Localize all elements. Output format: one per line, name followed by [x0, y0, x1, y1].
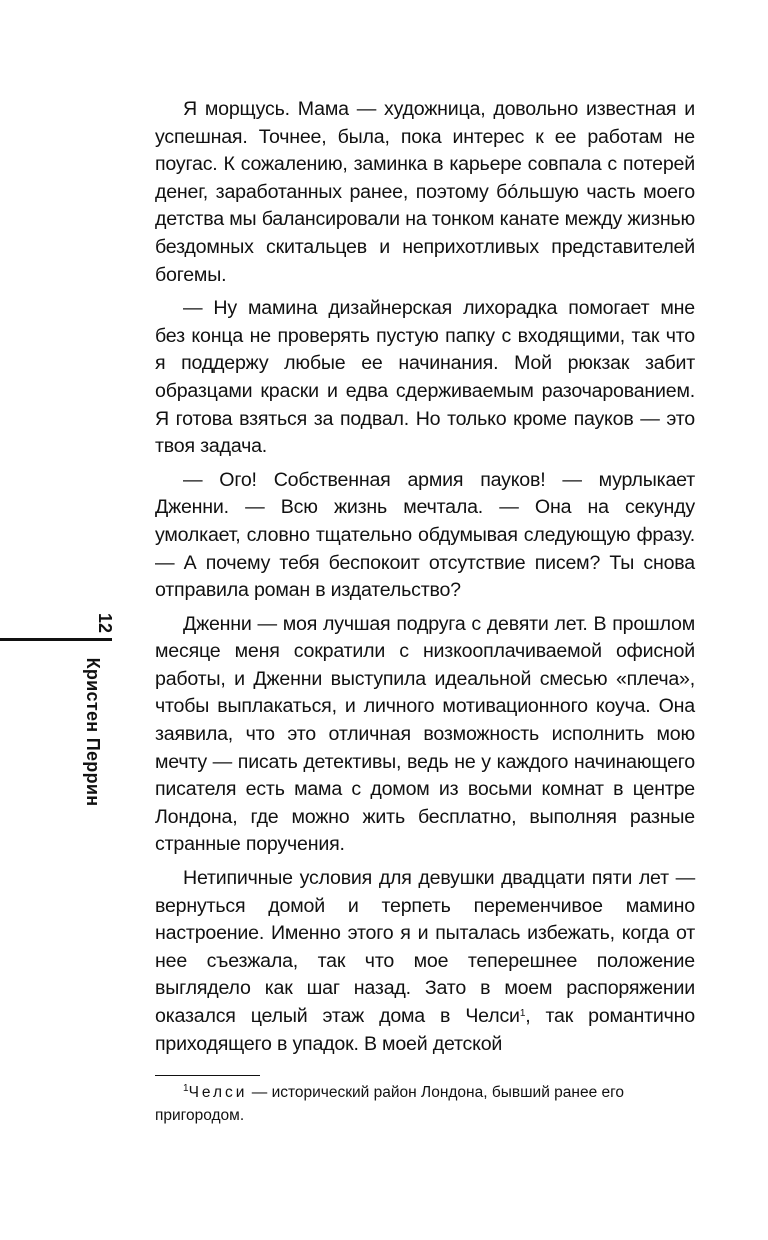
footnote-term: Челси: [188, 1084, 248, 1101]
paragraph: Дженни — моя лучшая подруга с девяти лет. В прошлом месяце меня сократили с низкооплачиваемой офисной работы, и Дженни выступила идеальной смесью «плеча», чтобы выплакаться, и личного мотивационного коуча. Она заявила, что это отличная возможность исполнить мою мечту — писать детективы, ведь не у каждого начинающего писателя есть мама с домом из восьми комнат в центре Лондона, где можно жить бесплатно, выполняя разные странные поручения.: [155, 612, 695, 856]
paragraph-text: Нетипичные условия для девушки двадцати пяти лет — вернуться домой и терпеть переменчивое мамино настроение. Именно этого я и пыталась избежать, когда от нее съезжала, так что мое теперешнее положение выглядело как шаг назад. Зато в моем распоряжении оказался целый этаж дома в Челси: [155, 867, 695, 1027]
running-head-author: Кристен Перрин: [83, 657, 103, 807]
paragraph: — Ого! Собственная армия пауков! — мурлыкает Дженни. — Всю жизнь мечтала. — Она на секунду умолкает, словно тщательно обдумывая следующую фразу. — А почему тебя беспокоит отсутствие писем? Ты снова отправила роман в издательство?: [155, 468, 695, 602]
paragraph-text: , так романтично приходящего в упадок. В моей детской: [155, 1005, 695, 1055]
paragraph: — Ну мамина дизайнерская лихорадка помогает мне без конца не проверять пустую папку с входящими, так что я поддержу любые ее начинания. Мой рюкзак забит образцами краски и едва сдерживаемым разочарованием. Я готова взяться за подвал. Но только кроме пауков — это твоя задача.: [155, 297, 695, 458]
paragraph: Я морщусь. Мама — художница, довольно известная и успешная. Точнее, была, пока интерес к ее работам не поугас. К сожалению, заминка в карьере совпала с потерей денег, заработанных ранее, поэтому бóльшую часть моего детства мы балансировали на тонком канате между жизнью бездомных скитальцев и неприхотливых представителей богемы.: [155, 98, 695, 286]
page-number: 12: [95, 612, 115, 634]
footnote: [155, 1081, 695, 1127]
paragraph-with-footnote: [155, 865, 695, 1058]
body-text: [155, 96, 695, 1064]
footnote-reference[interactable]: 1: [519, 1008, 526, 1019]
margin-rule: [0, 638, 112, 641]
footnote-divider: [155, 1075, 260, 1076]
footnote-mark: 1: [183, 1083, 189, 1094]
footnote-text: — исторический район Лондона, бывший ранее его пригородом.: [155, 1084, 625, 1124]
